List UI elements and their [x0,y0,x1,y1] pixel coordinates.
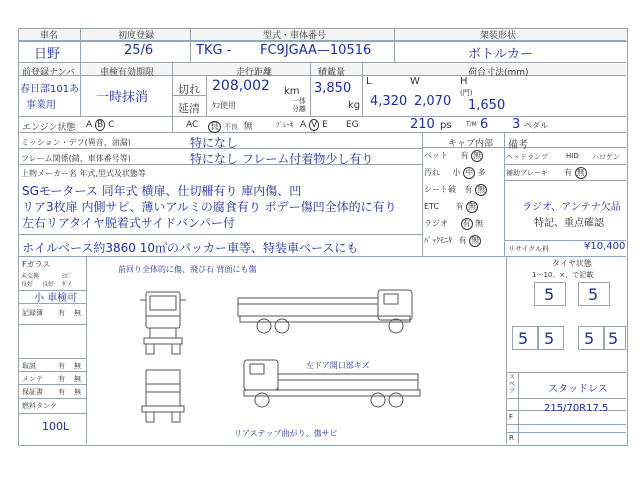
lamp-halogen: ハロゲン [592,153,620,161]
glass-opt-2: 良好 [42,281,55,288]
model-prefix: TKG - [196,43,232,58]
L-label: L [366,76,372,87]
L-value: 4,320 [370,94,408,109]
first-reg-label: 初度登録 [118,31,155,41]
tire-size: 215/70R17.5 [544,403,609,414]
enchou-label: 延清 [178,102,200,115]
dims-label: 荷台寸法(mm) [468,68,529,78]
glass-opt-1: 良好 [21,281,34,288]
cab-bed-opt-no: 無 [473,151,482,160]
cab-item-etc [424,201,504,218]
tire-fl-value: 5 [544,285,555,304]
truck-top-side-view [238,290,412,333]
cab-item-seat [424,184,504,201]
record-opt-yes: 有 [58,309,65,317]
maint-label: メンテ [22,375,43,383]
remark-line-1: ラジオ、アンテナ欠品 [522,202,621,213]
cab-seat-opt-no: 無 [477,185,486,194]
eg-label: EG [346,120,359,130]
cab-backmon-opt-no: 無 [471,236,480,245]
tire-f-label: F [509,413,514,421]
record-opt-no: 無 [74,309,81,317]
H-sub: (門) [460,89,473,97]
tacho-label: ﾀｺ使用 [212,101,236,110]
tire-rr-outer-value: 5 [608,329,619,348]
prev-plate-2: 事業用 [26,100,56,111]
aux-brake-opts [564,167,587,179]
brake-opt-a: A [300,120,307,130]
grade-c: C [108,120,115,130]
cab-item-bed [424,150,504,167]
cab-seat-label: シート破 [424,185,456,194]
cab-etc-opt-yes: 有 [455,202,464,211]
cab-backmon-opt-yes: 有 [458,236,467,245]
brake-opt-v: V [311,120,318,130]
frame-label: フレーム関係(錆、車体番号等) [21,154,131,163]
cab-bed-label: ベット [424,151,448,160]
inspection-label: 車検有効期限 [100,68,155,78]
engine-label: エンジン状態 [22,123,76,133]
cab-bed-opt-yes: 有 [460,151,469,160]
manual-label: 取説 [22,362,36,370]
tm-value: 6 [480,117,489,132]
body-cond-label: 上物メーカー名 年式,型式及状態等 [21,169,146,178]
spare-label: スペア [509,374,516,395]
inspection-value: 一時抹消 [96,90,149,105]
truck-rear-view [142,370,184,422]
ac-opt-bad: 不良 [223,123,238,131]
H-value: 1,650 [468,98,506,113]
H-label: H [460,76,468,87]
warranty-opt-yes: 有 [58,388,65,396]
cab-etc-opt-no: 無 [468,202,477,211]
cab-title: キャブ内部 [448,139,494,149]
pedal-value: 3 [512,117,521,132]
note-front: 前回り全体的に傷、飛び石 背面にも傷 [118,265,257,274]
tire-rr-inner-value: 5 [584,329,595,348]
maker-value: 日野 [34,47,61,62]
cab-radio-opt-yes: 有 [462,219,471,228]
tire-fr-value: 5 [588,285,599,304]
frame-value: 特になし フレーム付着物少し有り [190,152,374,166]
ac-options [208,119,253,133]
tire-rl-outer-value: 5 [518,329,529,348]
recycle-value: ¥10,400 [584,241,626,252]
km-unit: km [284,86,300,97]
grade-b: B [97,120,104,130]
model-code: FC9JGAA—10516 [260,43,372,58]
bunri-label: 分離 [292,105,306,113]
aux-brake-label: 補助ブレーキ [506,169,548,177]
ac-label: AC [186,120,199,130]
auction-sheet [18,28,628,446]
maker-label: 車名 [40,31,59,41]
manual-opt-yes: 有 [58,362,65,370]
truck-bottom-side-view [244,360,420,407]
mission-value: 特になし [190,136,239,150]
remark-line-2: 特記、重点確認 [534,218,604,229]
cab-dirt-opt-many: 多 [477,168,486,177]
brake-label: ﾌﾞﾚｰｷ [276,121,294,129]
model-label: 型式・車体番号 [263,31,327,41]
capacity-value: 3,850 [314,81,352,96]
cab-items [424,150,504,252]
record-label: 記録簿 [22,309,43,317]
ac-opt-none: 無 [243,122,253,132]
manual-opt-no: 無 [74,362,81,370]
glass-top-3: ﾋﾋﾞ [62,273,72,280]
glass-opt-3: ﾀﾞﾒ [62,281,72,288]
cab-backmon-label: ﾊﾞｯｸﾓﾆﾀ [424,236,452,245]
kg-unit: kg [348,100,361,111]
kire-label: 切れ [178,83,200,96]
capacity-label: 積載量 [318,68,346,78]
body-line-2: リア3枚扉 内側サビ、薄いアルミの腐食有り ボデー傷凹全体的に有り [22,200,397,214]
tire-type: スタッドレス [548,384,608,395]
ac-opt-good: 良 [210,122,220,132]
body-line-1: SGモータース 同年式 横扉、仕切柵有り 庫内傷、凹 [22,184,302,198]
cab-radio-opt-no: 無 [475,219,484,228]
tire-subtitle: 1～10、×、で記載 [532,271,594,279]
cab-item-radio [424,218,504,235]
W-label: W [410,76,420,87]
cab-item-dirt [424,167,504,184]
tm-label: T/M [466,121,477,128]
fuel-value: 100L [42,420,70,433]
prev-plate-1: 春日部101あ [20,84,80,95]
fuel-label: 燃料タンク [22,402,57,410]
cab-seat-opt-yes: 有 [464,185,473,194]
remarks-title: 備考 [508,140,528,151]
cab-dirt-label: 汚れ [424,168,440,177]
ps-value: 210 [410,117,435,132]
maint-opt-yes: 有 [58,375,65,383]
warranty-label: 保証書 [22,388,43,396]
body-shape-value: ボトルカー [468,47,534,62]
cab-etc-label: ETC [424,202,440,211]
truck-front-view [140,292,186,354]
cab-dirt-opt-small: 小 [452,168,461,177]
body-shape-label: 架装形状 [480,31,517,41]
prev-plate-label: 前登録ナンバ [22,68,75,78]
cab-item-backmon [424,235,504,252]
glass-top-1: 未交換 [21,273,40,280]
engine-grades [86,119,114,131]
tire-rl-inner-value: 5 [544,329,555,348]
recycle-label: リサイクル料 [508,245,550,253]
W-value: 2,070 [414,94,452,109]
maint-opt-no: 無 [74,375,81,383]
truck-diagrams [88,276,498,436]
cab-radio-label: ラジオ [424,219,448,228]
cab-dirt-opt-mid: 中 [465,168,474,177]
tire-r-label: R [509,434,514,442]
aux-brake-opt-yes: 有 [564,168,572,177]
wheelbase-note: ホイルベース約3860 10㎥のパッカー車等、特装車ベースにも [22,241,359,255]
warranty-opt-no: 無 [74,388,81,396]
brake-options [300,119,328,131]
body-line-3: 左右リアタイヤ脱着式サイドバンパー付 [22,216,236,230]
lamp-hid: HID [566,152,579,160]
glass-value: 小 車検可 [34,293,78,304]
brake-opt-e: E [322,120,328,130]
first-reg-value: 25/6 [124,43,154,58]
lamp-label: ヘッドランプ [506,153,548,161]
grade-a: A [86,120,93,130]
ps-unit: ps [440,120,452,131]
mileage-value: 208,002 [212,78,270,94]
glass-label: Fガラス [22,260,51,269]
note-door: 左ドア開口部キズ [306,361,370,370]
tire-title: タイヤ状態 [552,259,592,268]
ittai-label: 一体 [292,97,306,105]
mission-label: ミッション・デフ(異音、油漏) [21,138,131,147]
mileage-label: 走行距離 [236,68,273,78]
pedal-label: ペダル [524,121,548,130]
aux-brake-opt-no: 無 [576,168,585,177]
note-rear: リアステップ曲がり、傷サビ [234,429,338,438]
